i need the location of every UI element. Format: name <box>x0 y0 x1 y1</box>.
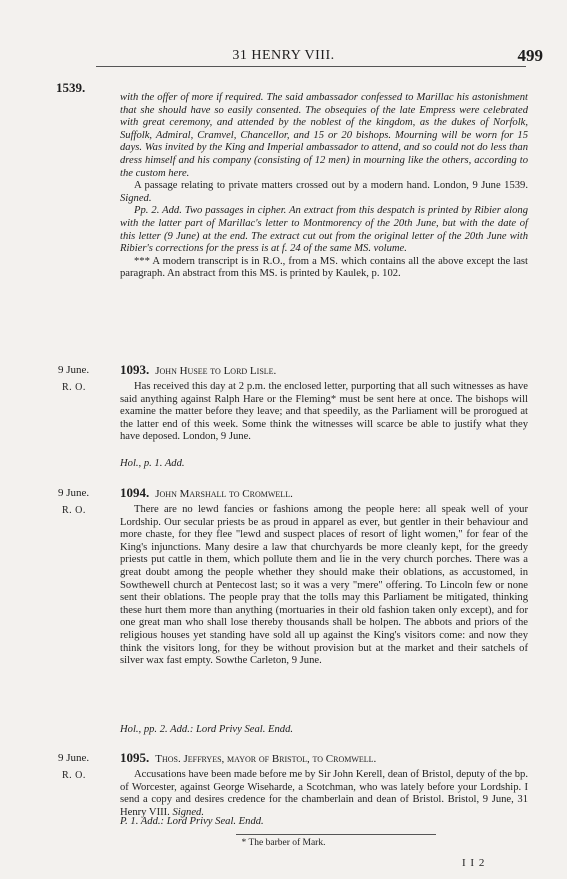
footnote-rule <box>236 834 436 835</box>
entry-source: R. O. <box>62 770 86 781</box>
entry-number: 1094. <box>120 485 150 500</box>
entry-body <box>120 381 528 444</box>
entry-date: 9 June. <box>58 487 90 499</box>
signed-mark: Signed. <box>172 806 204 818</box>
crossed-out-note <box>120 180 528 205</box>
entry-body <box>120 769 528 819</box>
margin-year: 1539. <box>56 80 86 95</box>
entry-source: R. O. <box>62 382 86 393</box>
entry-footer: Hol., p. 1. Add. <box>120 458 185 469</box>
entry-title: John Husee to Lord Lisle. <box>155 365 277 377</box>
entry-footer: Hol., pp. 2. Add.: Lord Privy Seal. Endd. <box>120 724 294 735</box>
cipher-note: Pp. 2. Add. Two passages in cipher. An extract from this despatch is printed by Ribier along with the latter part of Marillac's letter to Montmorency of the 20th June, but with the date of this letter (9 June) at the end. The extract cut out from the original letter of the 20th June with Ribier's corrections for the press is at f. 24 of the same MS. volume. <box>120 205 528 255</box>
entry-text <box>120 769 528 819</box>
entry-heading <box>120 750 376 766</box>
entry-text: There are no lewd fancies or fashions among the people here: all speak well of your Lordship. Our secular priests be as proud in apparel as ever, but gentler in their behaviour and more chaste, for they flee "lewd and suspect places of resort of light women," for fear of the King's injunctions. Many desire a law that churchyards be more cleanly kept, for the greedy priests put cattle in them, which pollute them and lie in the very church porches. There was a great doubt among the people whether they should make their oblations, as accustomed, in Sowthewell church at Pentecost last; so it was a very "mere" offering. To Lincoln few or none sent their oblations. The people pray that the tolls may this Parliament be mitigated, thinking these hurt them more than anything (mortuaries in their old fashion taken only except), and for one great man who shall lose thereby thousands shall be holpen. The abbots and priors of the religious houses yet standing have sold all up against the King's visitors come: and now they think the visitors long, for they be without provision but at the market and their satchels of silver wax fast empty. Sowthe Carleton, 9 June. <box>120 504 528 667</box>
running-title: 31 HENRY VIII. <box>232 48 335 63</box>
continued-paragraph: with the offer of more if required. The said ambassador confessed to Marillac his astonishment that she should have so easily consented. The obsequies of the late Empress were celebrated with great ceremony, and attended by the noblest of the kingdom, as the dukes of Norfolk, Suffolk, Admiral, Cramvel, Chancellor, and 15 or 20 bishops. Mourning will be worn for 15 days. Was invited by the King and Imperial ambassador to attend, and so could not do less than dress himself and his company (consisting of 12 men) in mourning like the others, according to the custom here. <box>120 92 528 179</box>
page-number: 499 <box>517 46 543 65</box>
entry-body <box>120 504 528 668</box>
entry-number: 1095. <box>120 750 150 765</box>
entry-date: 9 June. <box>58 752 90 764</box>
entry-text: Has received this day at 2 p.m. the enclosed letter, purporting that all such witnesses as have said anything against Ralph Hare or the Fleming* must be sent here at once. The bishops will examine the matter before they leave; and that speedily, as the Parliament will be prorogued at the latter end of this week. Some think the witnesses will scarce be able to justify what they have deposed. London, 9 June. <box>120 381 528 443</box>
entry-source: R. O. <box>62 505 86 516</box>
entry-heading <box>120 362 276 378</box>
header-rule <box>96 66 526 67</box>
entry-date: 9 June. <box>58 364 90 376</box>
entry-text-body: Accusations have been made before me by Sir John Kerell, dean of Bristol, deputy of the bp. of Worcester, against George Wiseharde, a Scotchman, who was lately before your Lordship. I send a copy and desires credence for the chamberlain and dean of Bristol. Bristol, 9 June, 31 Henry VIII. <box>120 769 528 818</box>
crossed-out-text: A passage relating to private matters crossed out by a modern hand. London, 9 June 1539. <box>134 180 528 192</box>
signed-mark: Signed. <box>120 192 152 204</box>
entry-number: 1093. <box>120 362 150 377</box>
signature-mark: I I 2 <box>462 857 486 869</box>
continued-text <box>120 92 528 281</box>
entry-title: John Marshall to Cromwell. <box>155 488 293 500</box>
entry-footer: P. 1. Add.: Lord Privy Seal. Endd. <box>120 816 264 827</box>
footnote: * The barber of Mark. <box>241 838 326 848</box>
entry-heading <box>120 485 293 501</box>
transcript-note: *** A modern transcript is in R.O., from a MS. which contains all the above except the last paragraph. An abstract from this MS. is printed by Kaulek, p. 102. <box>120 255 528 280</box>
entry-title: Thos. Jeffryes, mayor of Bristol, to Cromwell. <box>155 753 377 765</box>
